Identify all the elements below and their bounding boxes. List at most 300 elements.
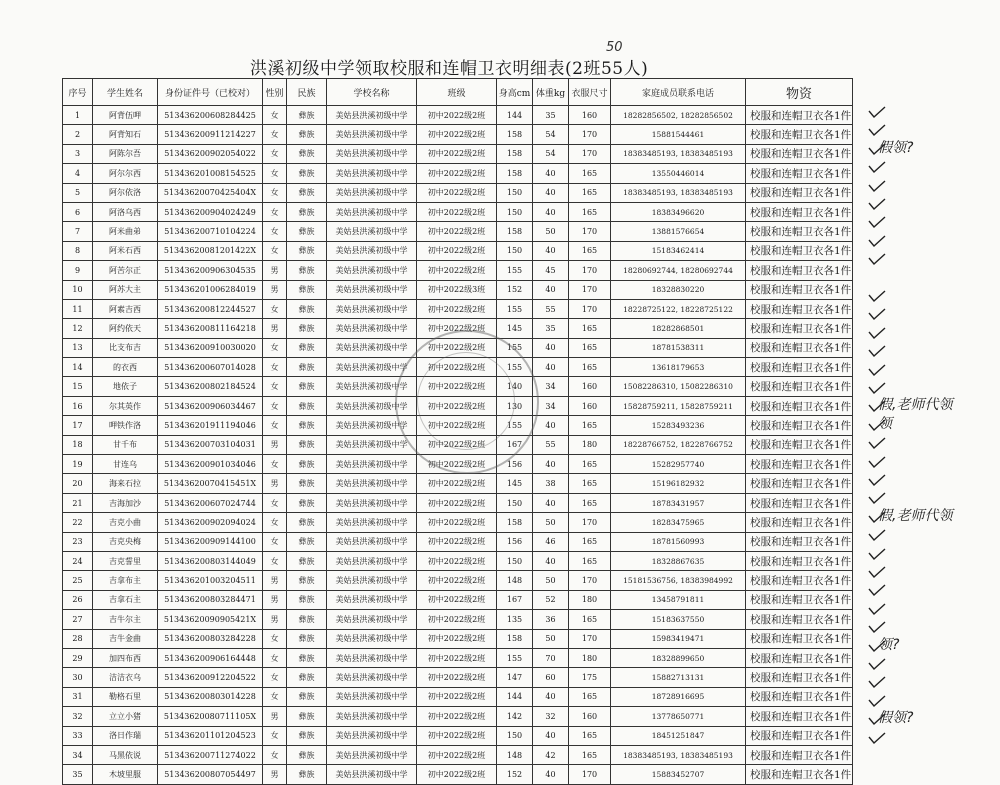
column-header: 民族 [287,79,327,106]
table-cell: 513436200802184524 [158,377,263,396]
table-cell: 彝族 [287,125,327,144]
table-cell: 170 [569,125,611,144]
table-cell: 彝族 [287,358,327,377]
table-cell: 美姑县洪溪初级中学 [327,261,417,280]
document-title: 洪溪初级中学领取校服和连帽卫衣明细表(2班55人) [250,59,649,79]
table-cell: 160 [569,707,611,726]
table-cell: 彝族 [287,338,327,357]
table-cell: 35 [63,765,93,784]
table-cell: 地依子 [93,377,158,396]
handwritten-note: 假领? [878,710,914,727]
table-row [63,687,853,706]
table-cell: 美姑县洪溪初级中学 [327,280,417,299]
table-cell: 40 [533,551,569,570]
table-cell: 女 [263,745,287,764]
table-cell: 150 [497,726,533,745]
table-cell: 女 [263,551,287,570]
table-cell: 45 [533,261,569,280]
table-cell: 40 [533,765,569,784]
table-cell: 18283475965 [611,513,746,532]
table-cell: 校服和连帽卫衣各1件 [746,222,853,241]
table-cell: 513436200902054022 [158,144,263,163]
table-cell: 513436201006284019 [158,280,263,299]
table-cell: 初中2022级2班 [417,261,497,280]
table-cell: 初中2022级2班 [417,125,497,144]
table-cell: 彝族 [287,474,327,493]
table-cell: 校服和连帽卫衣各1件 [746,590,853,609]
check-icon [868,437,886,449]
table-cell: 4 [63,164,93,183]
check-icon [868,308,886,320]
table-cell: 35 [533,106,569,125]
table-cell: 美姑县洪溪初级中学 [327,726,417,745]
table-cell: 校服和连帽卫衣各1件 [746,396,853,415]
table-cell: 18783431957 [611,493,746,512]
table-cell: 40 [533,202,569,221]
table-cell: 15282957740 [611,455,746,474]
table-cell: 18328830220 [611,280,746,299]
check-icon [868,732,886,744]
table-cell: 18228725122, 18228725122 [611,299,746,318]
table-cell: 初中2022级2班 [417,377,497,396]
table-cell: 34 [533,396,569,415]
table-cell: 美姑县洪溪初级中学 [327,299,417,318]
table-cell: 美姑县洪溪初级中学 [327,745,417,764]
column-header: 衣服尺寸 [569,79,611,106]
column-header: 家庭成员联系电话 [611,79,746,106]
check-icon [868,235,886,247]
table-cell: 18383496620 [611,202,746,221]
check-icon [868,161,886,173]
table-cell: 阿洛乌西 [93,202,158,221]
table-cell: 158 [497,144,533,163]
table-cell: 彝族 [287,241,327,260]
table-cell: 男 [263,590,287,609]
handwritten-note: 领? [878,636,900,653]
table-cell: 马黑依说 [93,745,158,764]
table-cell: 初中2022级2班 [417,396,497,415]
table-row [63,726,853,745]
table-cell: 513436200607014028 [158,358,263,377]
table-cell: 10 [63,280,93,299]
table-cell: 初中2022级2班 [417,571,497,590]
table-cell: 17 [63,416,93,435]
table-cell: 彝族 [287,164,327,183]
table-cell: 130 [497,396,533,415]
table-cell: 140 [497,377,533,396]
table-cell: 校服和连帽卫衣各1件 [746,474,853,493]
table-cell: 吉牛尔主 [93,610,158,629]
table-cell: 513436200906164448 [158,648,263,667]
table-cell: 513436200803144049 [158,551,263,570]
table-cell: 27 [63,610,93,629]
table-cell: 女 [263,358,287,377]
table-cell: 70 [533,648,569,667]
table-cell: 阿尔尔西 [93,164,158,183]
table-row [63,106,853,125]
table-cell: 513436201003204511 [158,571,263,590]
handwritten-note: 假,老师代领 [878,397,953,414]
table-cell: 初中2022级2班 [417,726,497,745]
column-header: 体重kg [533,79,569,106]
table-cell: 男 [263,319,287,338]
table-cell: 55 [533,299,569,318]
table-cell: 校服和连帽卫衣各1件 [746,513,853,532]
table-cell: 175 [569,668,611,687]
table-row [63,610,853,629]
table-cell: 甘连乌 [93,455,158,474]
check-icon [868,290,886,302]
table-cell: 阿素吉西 [93,299,158,318]
table-row [63,144,853,163]
check-icon [868,382,886,394]
table-cell: 31 [63,687,93,706]
table-cell: 165 [569,493,611,512]
table-cell: 33 [63,726,93,745]
table-cell: 彝族 [287,455,327,474]
check-icon [868,695,886,707]
table-cell: 51343620070415451X [158,474,263,493]
table-cell: 初中2022级2班 [417,358,497,377]
table-cell: 彝族 [287,202,327,221]
check-icon [868,621,886,633]
table-cell: 吉克誓里 [93,551,158,570]
table-cell: 彝族 [287,261,327,280]
table-cell: 513436200910030020 [158,338,263,357]
table-cell: 165 [569,455,611,474]
table-cell: 32 [533,707,569,726]
table-cell: 170 [569,144,611,163]
table-cell: 13550446014 [611,164,746,183]
column-header: 序号 [63,79,93,106]
table-cell: 初中2022级2班 [417,416,497,435]
table-cell: 2 [63,125,93,144]
table-cell: 美姑县洪溪初级中学 [327,474,417,493]
table-cell: 美姑县洪溪初级中学 [327,707,417,726]
table-cell: 女 [263,202,287,221]
table-cell: 初中2022级3班 [417,280,497,299]
table-cell: 513436200703104031 [158,435,263,454]
table-cell: 513436200607024744 [158,493,263,512]
table-cell: 女 [263,648,287,667]
table-cell: 155 [497,338,533,357]
table-cell: 彝族 [287,687,327,706]
table-cell: 15183637550 [611,610,746,629]
column-header: 班级 [417,79,497,106]
table-cell: 初中2022级2班 [417,222,497,241]
table-cell: 180 [569,590,611,609]
table-cell: 40 [533,726,569,745]
table-cell: 校服和连帽卫衣各1件 [746,668,853,687]
table-header-row [63,79,853,106]
table-cell: 美姑县洪溪初级中学 [327,610,417,629]
table-cell: 165 [569,726,611,745]
table-cell: 校服和连帽卫衣各1件 [746,125,853,144]
table-cell: 阿米曲弟 [93,222,158,241]
table-cell: 13458791811 [611,590,746,609]
table-cell: 校服和连帽卫衣各1件 [746,648,853,667]
table-cell: 初中2022级2班 [417,493,497,512]
table-cell: 美姑县洪溪初级中学 [327,164,417,183]
table-cell: 22 [63,513,93,532]
table-cell: 40 [533,183,569,202]
table-cell: 150 [497,183,533,202]
table-cell: 彝族 [287,493,327,512]
table-cell: 美姑县洪溪初级中学 [327,513,417,532]
table-cell: 尔其英作 [93,396,158,415]
table-cell: 呷铁作洛 [93,416,158,435]
table-cell: 18228766752, 18228766752 [611,435,746,454]
table-cell: 彝族 [287,222,327,241]
table-cell: 19 [63,455,93,474]
table-cell: 36 [533,610,569,629]
table-cell: 13 [63,338,93,357]
check-icon [868,474,886,486]
table-cell: 3 [63,144,93,163]
table-cell: 校服和连帽卫衣各1件 [746,280,853,299]
table-cell: 1 [63,106,93,125]
table-cell: 513436200710104224 [158,222,263,241]
table-cell: 吉拿布主 [93,571,158,590]
table-cell: 校服和连帽卫衣各1件 [746,106,853,125]
table-cell: 15196182932 [611,474,746,493]
table-cell: 15883452707 [611,765,746,784]
table-cell: 彝族 [287,765,327,784]
table-cell: 50 [533,629,569,648]
table-cell: 彝族 [287,299,327,318]
table-cell: 18328867635 [611,551,746,570]
table-cell: 13881576654 [611,222,746,241]
table-cell: 18282856502, 18282856502 [611,106,746,125]
table-cell: 初中2022级2班 [417,668,497,687]
table-cell: 女 [263,299,287,318]
table-cell: 校服和连帽卫衣各1件 [746,358,853,377]
table-cell: 美姑县洪溪初级中学 [327,202,417,221]
table-row [63,241,853,260]
table-cell: 阿苦尔正 [93,261,158,280]
table-cell: 51343620070425404X [158,183,263,202]
check-icon [868,198,886,210]
table-cell: 女 [263,416,287,435]
table-cell: 彝族 [287,571,327,590]
table-cell: 40 [533,687,569,706]
table-cell: 18781538311 [611,338,746,357]
table-cell: 彝族 [287,610,327,629]
table-cell: 13618179653 [611,358,746,377]
check-icon [868,216,886,228]
table-cell: 初中2022级2班 [417,435,497,454]
table-cell: 彝族 [287,319,327,338]
check-icon [868,529,886,541]
table-cell: 男 [263,261,287,280]
table-cell: 158 [497,513,533,532]
check-icon [868,124,886,136]
table-row [63,513,853,532]
table-cell: 初中2022级2班 [417,106,497,125]
table-cell: 洛日作瑞 [93,726,158,745]
table-cell: 18328899650 [611,648,746,667]
table-cell: 15183462414 [611,241,746,260]
table-cell: 60 [533,668,569,687]
table-cell: 校服和连帽卫衣各1件 [746,455,853,474]
table-row [63,648,853,667]
table-cell: 初中2022级2班 [417,241,497,260]
table-cell: 170 [569,513,611,532]
table-row [63,765,853,784]
table-cell: 初中2022级2班 [417,707,497,726]
table-cell: 170 [569,261,611,280]
table-cell: 160 [569,377,611,396]
check-icon [868,253,886,265]
table-cell: 彝族 [287,416,327,435]
table-cell: 15 [63,377,93,396]
table-cell: 彝族 [287,590,327,609]
table-cell: 阿米石西 [93,241,158,260]
table-cell: 女 [263,532,287,551]
table-cell: 美姑县洪溪初级中学 [327,377,417,396]
table-cell: 23 [63,532,93,551]
table-cell: 150 [497,202,533,221]
table-cell: 美姑县洪溪初级中学 [327,125,417,144]
table-cell: 15881544461 [611,125,746,144]
table-cell: 18 [63,435,93,454]
table-cell: 167 [497,590,533,609]
check-icon [868,327,886,339]
table-row [63,474,853,493]
official-seal [395,330,539,474]
table-cell: 40 [533,338,569,357]
table-cell: 8 [63,241,93,260]
table-cell: 40 [533,164,569,183]
table-cell: 148 [497,745,533,764]
table-cell: 51343620081201422X [158,241,263,260]
table-cell: 美姑县洪溪初级中学 [327,455,417,474]
column-header: 学生姓名 [93,79,158,106]
table-cell: 校服和连帽卫衣各1件 [746,299,853,318]
check-icon [868,566,886,578]
table-cell: 初中2022级2班 [417,164,497,183]
table-cell: 美姑县洪溪初级中学 [327,338,417,357]
table-cell: 513436200909144100 [158,532,263,551]
table-cell: 阿尔依洛 [93,183,158,202]
table-cell: 165 [569,610,611,629]
table-cell: 校服和连帽卫衣各1件 [746,261,853,280]
table-cell: 校服和连帽卫衣各1件 [746,183,853,202]
table-row [63,261,853,280]
table-cell: 初中2022级2班 [417,765,497,784]
table-cell: 142 [497,707,533,726]
table-cell: 165 [569,241,611,260]
table-cell: 初中2022级2班 [417,455,497,474]
table-cell: 165 [569,183,611,202]
table-cell: 彝族 [287,629,327,648]
table-cell: 513436200901034046 [158,455,263,474]
table-cell: 初中2022级2班 [417,474,497,493]
table-cell: 阿约依天 [93,319,158,338]
table-cell: 513436200911214227 [158,125,263,144]
table-cell: 35 [533,319,569,338]
table-cell: 29 [63,648,93,667]
table-cell: 美姑县洪溪初级中学 [327,571,417,590]
table-cell: 16 [63,396,93,415]
table-cell: 美姑县洪溪初级中学 [327,106,417,125]
table-cell: 立立小猪 [93,707,158,726]
table-cell: 20 [63,474,93,493]
table-cell: 18282868501 [611,319,746,338]
table-cell: 40 [533,416,569,435]
table-cell: 女 [263,338,287,357]
table-cell: 24 [63,551,93,570]
table-cell: 校服和连帽卫衣各1件 [746,687,853,706]
table-cell: 165 [569,164,611,183]
table-cell: 38 [533,474,569,493]
table-row [63,222,853,241]
table-cell: 女 [263,668,287,687]
table-cell: 彝族 [287,745,327,764]
table-cell: 男 [263,474,287,493]
table-row [63,532,853,551]
table-cell: 美姑县洪溪初级中学 [327,668,417,687]
table-cell: 校服和连帽卫衣各1件 [746,435,853,454]
table-cell: 校服和连帽卫衣各1件 [746,493,853,512]
check-icon [868,603,886,615]
table-cell: 女 [263,222,287,241]
table-row [63,202,853,221]
table-cell: 165 [569,338,611,357]
table-cell: 彝族 [287,648,327,667]
table-cell: 5 [63,183,93,202]
table-cell: 洁洁衣乌 [93,668,158,687]
table-cell: 美姑县洪溪初级中学 [327,222,417,241]
table-cell: 513436200906034467 [158,396,263,415]
table-cell: 女 [263,106,287,125]
table-cell: 15983419471 [611,629,746,648]
table-cell: 勒格石里 [93,687,158,706]
table-cell: 158 [497,629,533,648]
table-cell: 51343620080711105X [158,707,263,726]
table-cell: 彝族 [287,707,327,726]
table-cell: 40 [533,280,569,299]
table-row [63,629,853,648]
table-cell: 女 [263,396,287,415]
table-cell: 513436200803284471 [158,590,263,609]
table-cell: 160 [569,396,611,415]
table-row [63,551,853,570]
table-cell: 初中2022级2班 [417,319,497,338]
table-cell: 14 [63,358,93,377]
table-cell: 513436200811164218 [158,319,263,338]
check-icon [868,676,886,688]
table-cell: 美姑县洪溪初级中学 [327,493,417,512]
table-cell: 女 [263,726,287,745]
table-cell: 155 [497,261,533,280]
table-cell: 彝族 [287,377,327,396]
table-cell: 美姑县洪溪初级中学 [327,532,417,551]
check-icon [868,364,886,376]
table-cell: 152 [497,280,533,299]
table-cell: 女 [263,493,287,512]
table-cell: 美姑县洪溪初级中学 [327,416,417,435]
table-cell: 12 [63,319,93,338]
table-cell: 7 [63,222,93,241]
table-cell: 美姑县洪溪初级中学 [327,241,417,260]
table-cell: 15283493236 [611,416,746,435]
table-cell: 513436201008154525 [158,164,263,183]
table-cell: 女 [263,629,287,648]
table-cell: 彝族 [287,280,327,299]
check-icon [868,584,886,596]
table-cell: 170 [569,299,611,318]
